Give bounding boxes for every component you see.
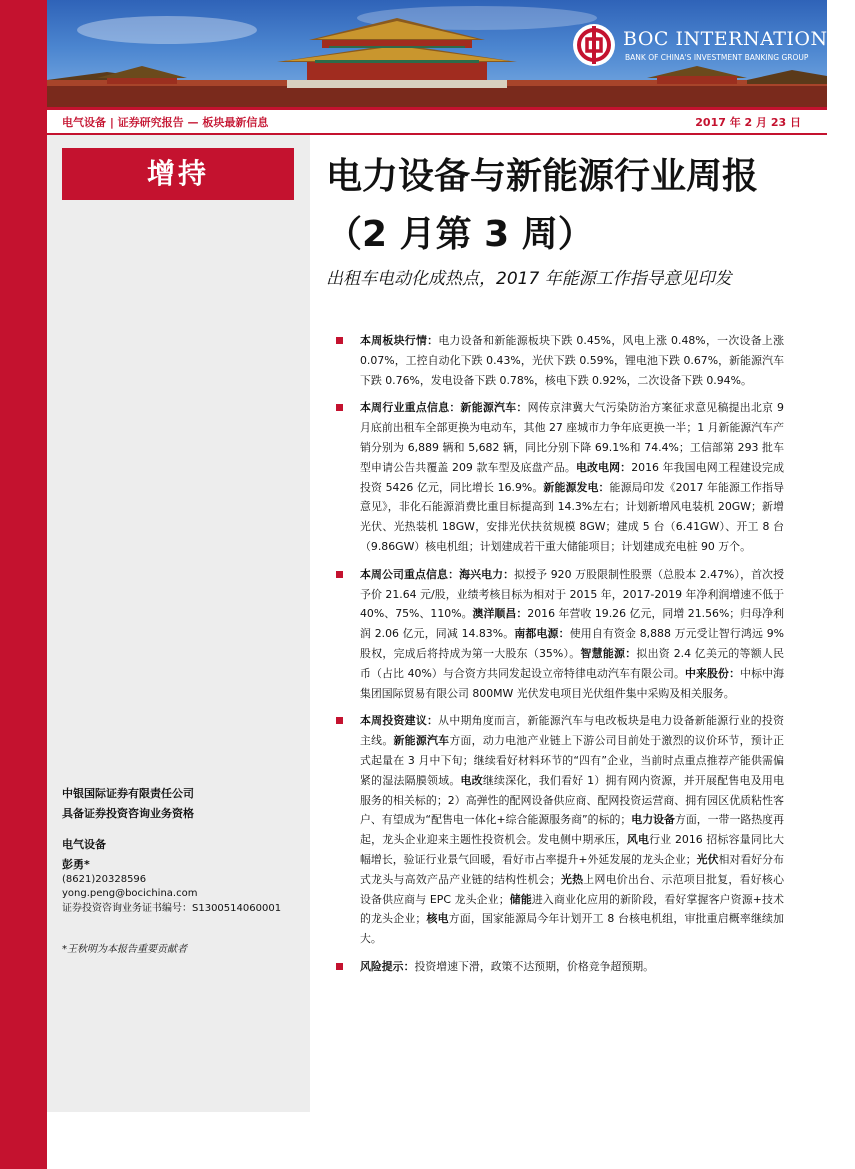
bullet-text: 拟出资 2.4 亿美元的等额人民币（占比 40%）与合资方共同发起设立帝特律电动汽车有限公司。	[360, 646, 784, 680]
keyword-grid-reform: 电改电网：	[575, 460, 632, 474]
analyst-email[interactable]: yong.peng@bocichina.com	[62, 888, 198, 899]
analyst-name: 彭勇*	[62, 858, 90, 871]
bullet-investment-advice	[336, 711, 784, 949]
bullet-text: 拟授予 920 万股限制性股票（总股本 2.47%），首次授予价 21.64 元/股，业绩考核目标为相对于 2015 年，2017-2019 年净利润增速不低于 40%、75%、110%。	[360, 567, 784, 621]
sector-label: 电气设备	[62, 838, 106, 851]
bullet-square-icon	[336, 963, 343, 970]
bullet-text: 方面，国家能源局今年计划开工 8 台核电机组，审批重启概率继续加大。	[360, 912, 784, 946]
keyword-sector: 光伏	[696, 852, 719, 866]
bullet-text: 中标中海集团国际贸易有限公司 800MW 光伏发电项目光伏组件集中采购及相关服务。	[360, 666, 784, 700]
keyword-sector: 储能	[509, 892, 532, 906]
keyword-company: 澳洋顺昌：	[472, 607, 528, 621]
bullet-text: 使用自有资金 8,888 万元受让智行鸿远 9%股权，完成后将持成为第一大股东（35%）。	[360, 627, 784, 660]
report-subtitle: 出租车电动化成热点，2017 年能源工作指导意见印发	[326, 269, 732, 289]
brand-subtitle: BANK OF CHINA'S INVESTMENT BANKING GROUP	[625, 53, 809, 62]
contributor-note: *王秋明为本报告重要贡献者	[62, 944, 187, 955]
keyword-company: 智慧能源：	[580, 646, 637, 660]
keyword-sector: 风电	[626, 833, 650, 847]
analyst-contact	[62, 858, 281, 916]
bullet-text: 电力设备和新能源板块下跌 0.45%，风电上涨 0.48%，一次设备上涨 0.07%，工控自动化下跌 0.43%，光伏下跌 0.59%，锂电池下跌 0.67%，新能源汽车下跌 0.76%，发电设备下跌 0.78%，核电下跌 0.92%，二次设备下跌 0.94%。	[360, 334, 784, 387]
boc-logo-icon	[571, 22, 617, 68]
bullet-text: 网传京津冀大气污染防治方案征求意见稿提出北京 9 月底前出租车全部更换为电动车，其他 27 座城市力争年底更换一半；1 月新能源汽车产销分别为 6,889 辆和 5,682 辆，同比分别下降 69.1%和 74.4%；工信部第 293 批车型申请公告共覆盖 209 款车型及底盘产品。	[360, 401, 784, 474]
keyword-company: 中来股份：	[685, 666, 741, 680]
bullet-text: 继续深化，我们看好 1）拥有网内资源，并开展配售电及用电服务的相关标的；2）高弹性的配网设备供应商、配网投资运营商、拥有园区优质粘性客户、有望成为“配售电一体化+综合能源服务商”的标的；	[360, 773, 784, 827]
report-category: 电气设备 | 证券研究报告 — 板块最新信息	[62, 116, 269, 129]
bullet-text: 相对看好分布式龙头与高效产品产业链的结构性机会；	[360, 852, 784, 886]
company-name: 中银国际证券有限责任公司	[62, 787, 194, 800]
bullet-text: 上网电价出台、示范项目批复，看好核心设备供应商与 EPC 龙头企业；	[360, 872, 784, 906]
bullet-text: 能源局印发《2017 年能源工作指导意见》，非化石能源消费比重目标提高到 14.3%左右；计划新增风电装机 20GW；新增光伏、光热装机 18GW，安排光伏扶贫规模 8GW；建成 5 台（6.41GW）、开工 8 台（9.86GW）核电机组；计划建成若干重大储能项目；计划建成充电桩 90 万个。	[360, 480, 784, 553]
bullet-text: 进入商业化应用的新阶段，看好掌握客户资源+技术的龙头企业；	[360, 892, 784, 926]
bullet-text: 投资增速下滑，政策不达预期，价格竞争超预期。	[414, 959, 655, 973]
bullet-square-icon	[336, 404, 343, 411]
boc-brand	[571, 22, 855, 72]
bullet-industry-news	[336, 398, 784, 556]
brand-name: BOC INTERNATIONAL	[623, 28, 855, 50]
report-date: 2017 年 2 月 23 日	[695, 116, 801, 129]
bullet-lead: 本周板块行情：	[360, 334, 439, 347]
keyword-new-energy-power: 新能源发电：	[543, 480, 610, 494]
bullet-text: 从中期角度而言，新能源汽车与电改板块是电力设备新能源行业的投资主线。	[360, 714, 784, 748]
bullet-text: 行业 2016 招标容量同比大幅增长，验证行业景气回暖，看好市占率提升+外延发展的龙头企业；	[360, 833, 784, 866]
summary-bullets	[336, 331, 784, 985]
left-red-stripe	[0, 0, 47, 1169]
rating-badge: 增持	[62, 148, 294, 200]
analyst-phone: (8621)20328596	[62, 873, 147, 885]
bullet-text: 2016 年我国电网工程建设完成投资 5426 亿元，同比增长 16.9%。	[360, 460, 784, 494]
bullet-square-icon	[336, 337, 343, 344]
bullet-company-news	[336, 565, 784, 704]
bullet-square-icon	[336, 571, 343, 578]
bullet-square-icon	[336, 717, 343, 724]
bullet-weekly-market	[336, 331, 784, 390]
bullet-risk	[336, 957, 784, 977]
bullet-text: 方面，一带一路热度再起，龙头企业迎来主题性投资机会。发电侧中期承压，	[360, 813, 784, 847]
analyst-certificate: 证券投资咨询业务证书编号：S1300514060001	[62, 902, 282, 914]
keyword-company: 海兴电力：	[459, 567, 515, 581]
keyword-sector: 电力设备	[631, 813, 675, 827]
bullet-lead: 本周投资建议：	[360, 714, 439, 728]
keyword-sector: 新能源汽车	[393, 734, 450, 748]
left-sidebar	[47, 135, 310, 1112]
keyword-sector: 电改	[460, 773, 483, 787]
company-info	[62, 784, 194, 824]
keyword-sector: 光热	[560, 872, 584, 886]
report-title: 电力设备与新能源行业周报（2 月第 3 周）	[326, 156, 759, 255]
bullet-lead: 风险提示：	[360, 959, 415, 973]
bullet-text: 2016 年营收 19.26 亿元，同增 21.56%；归母净利润 2.06 亿元，同减 14.83%。	[360, 607, 784, 641]
keyword-company: 南都电源：	[514, 627, 570, 641]
header-banner	[47, 0, 855, 107]
bullet-lead: 本周公司重点信息：	[360, 567, 460, 581]
bullet-text: 方面，动力电池产业链上下游公司目前处于激烈的议价环节，预计正式起量在 3 月中下旬；继续看好材料环节的“四有”企业，当前时点重点推荐产能供需偏紧的湿法隔膜领域。	[360, 734, 784, 787]
header-separator-top	[47, 107, 827, 110]
keyword-sector: 核电	[426, 912, 449, 926]
company-qualification: 具备证券投资咨询业务资格	[62, 807, 194, 820]
bullet-lead: 本周行业重点信息：	[360, 401, 461, 415]
keyword-nev: 新能源汽车：	[460, 401, 528, 415]
